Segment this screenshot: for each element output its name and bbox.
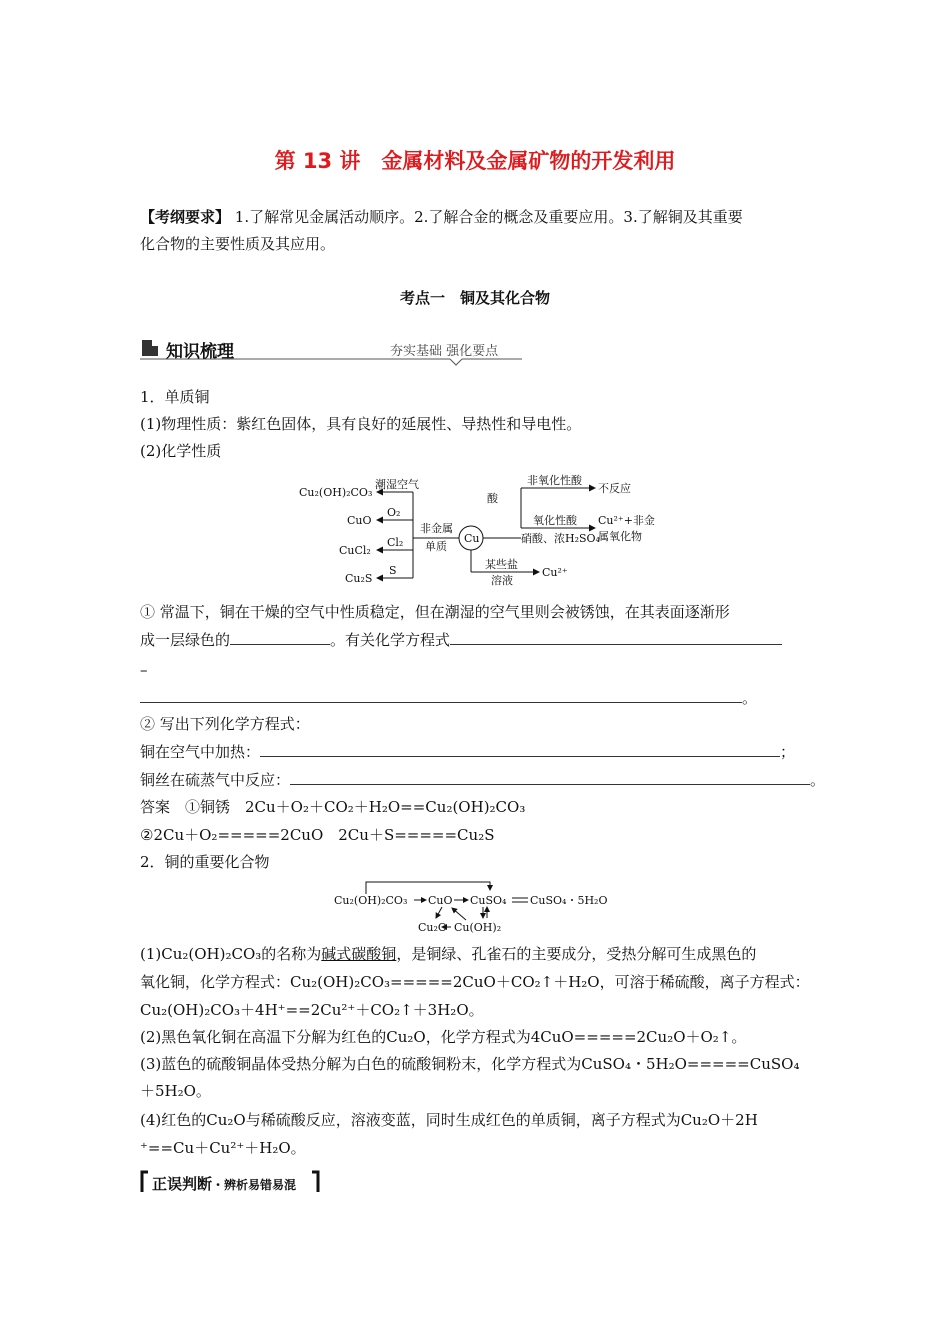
- compound-5: Cu₂O: [418, 921, 447, 934]
- s1-heading: 1．单质铜: [140, 388, 210, 406]
- knowledge-bar: [140, 336, 522, 366]
- section-title: 考点一 铜及其化合物: [399, 289, 550, 307]
- compound-2: CuO: [428, 894, 453, 907]
- judge-title-sub: ・辨析易错易混: [212, 1178, 297, 1192]
- salt-top: 某些盐: [485, 558, 518, 571]
- judge-title: [152, 1173, 296, 1194]
- q1-line1: ① 常温下，铜在干燥的空气中性质稳定，但在潮湿的空气里则会被锈蚀，在其表面逐渐形: [140, 603, 730, 621]
- left-product-3: CuCl₂: [339, 544, 371, 557]
- ox-acid-label: 氧化性酸: [533, 514, 577, 527]
- requirements-line1: [140, 207, 743, 227]
- page-title: 第 13 讲 金属材料及金属矿物的开发利用: [274, 149, 676, 173]
- p1-line1: [140, 944, 756, 964]
- ox-acid-sub: 硝酸、浓H₂SO₄: [521, 532, 600, 545]
- p1-line1b: ，是铜绿、孔雀石的主要成分，受热分解可生成黑色的: [396, 945, 757, 963]
- compound-6: Cu(OH)₂: [454, 921, 502, 934]
- requirements-line2: 化合物的主要性质及其应用。: [140, 235, 336, 253]
- compound-1: Cu₂(OH)₂CO₃: [334, 894, 408, 907]
- q2-heading: ② 写出下列化学方程式：: [140, 715, 310, 733]
- q2-b-blank[interactable]: [290, 770, 810, 785]
- s1-chemical: (2)化学性质: [140, 442, 222, 460]
- ox-product-2: 属氧化物: [598, 530, 642, 543]
- p3-line1: (3)蓝色的硫酸铜晶体受热分解为白色的硫酸铜粉末，化学方程式为CuSO₄・5H₂O=====CuSO₄: [140, 1055, 800, 1073]
- p1-line2: 氧化铜，化学方程式：Cu₂(OH)₂CO₃=====2CuO＋CO₂↑＋H₂O，可溶于稀硫酸，离子方程式：: [140, 973, 810, 991]
- p4-line1: (4)红色的Cu₂O与稀硫酸反应，溶液变蓝，同时生成红色的单质铜，离子方程式为Cu₂O＋2H: [140, 1111, 758, 1129]
- answer-line2: ②2Cu＋O₂=====2CuO 2Cu＋S=====Cu₂S: [140, 826, 495, 844]
- q1-line2: [140, 630, 782, 650]
- nonox-acid-label: 非氧化性酸: [527, 474, 582, 487]
- judge-bracket-left: [140, 1170, 150, 1194]
- p3-line2: ＋5H₂O。: [140, 1082, 211, 1100]
- q1-blank-2[interactable]: [450, 630, 782, 645]
- left-product-2: CuO: [347, 514, 372, 527]
- knowledge-bar-title: 知识梳理: [166, 342, 234, 362]
- left-cond-4: S: [389, 564, 397, 577]
- q1-blank-1[interactable]: [230, 630, 330, 645]
- salt-product: Cu²⁺: [542, 566, 568, 579]
- p1-underlined-name: 碱式碳酸铜: [321, 945, 397, 963]
- p1-line1a: (1)Cu₂(OH)₂CO₃的名称为: [140, 945, 322, 963]
- s1-physical: (1)物理性质：紫红色固体，具有良好的延展性、导热性和导电性。: [140, 415, 582, 433]
- judge-bracket-right: [310, 1170, 320, 1194]
- p2-line: (2)黑色氧化铜在高温下分解为红色的Cu₂O，化学方程式为4CuO=====2Cu₂O＋O₂↑。: [140, 1028, 747, 1046]
- cu-reaction-diagram: [295, 470, 665, 590]
- knowledge-bar-subtitle: 夯实基础 强化要点: [390, 344, 499, 359]
- q2-a-label: 铜在空气中加热：: [140, 743, 261, 761]
- requirements-text1: 1.了解常见金属活动顺序。2.了解合金的概念及重要应用。3.了解铜及其重要: [234, 208, 743, 226]
- q1-blank-3[interactable]: [140, 688, 742, 703]
- left-product-1: Cu₂(OH)₂CO₃: [299, 486, 373, 499]
- q1-line2a: 成一层绿色的: [140, 631, 231, 649]
- q2-a: [140, 742, 795, 762]
- q2-b: [140, 770, 825, 790]
- q2-a-end: ；: [780, 743, 796, 761]
- left-cond-3: Cl₂: [387, 536, 404, 549]
- compound-4: CuSO₄・5H₂O: [530, 894, 608, 907]
- q1-end: 。: [742, 689, 758, 707]
- acid-label: 酸: [487, 492, 498, 505]
- p1-line3: Cu₂(OH)₂CO₃＋4H⁺==2Cu²⁺＋CO₂↑＋3H₂O。: [140, 1001, 484, 1019]
- salt-bottom: 溶液: [491, 574, 513, 587]
- cu-label: Cu: [464, 532, 480, 545]
- cu-compounds-diagram: [330, 876, 630, 936]
- s2-heading: 2．铜的重要化合物: [140, 853, 270, 871]
- no-reaction-label: 不反应: [598, 482, 631, 495]
- p4-line2: ⁺==Cu＋Cu²⁺＋H₂O。: [140, 1139, 306, 1157]
- left-cond-1: 潮湿空气: [375, 478, 419, 491]
- ox-product-1: Cu²⁺+非金: [598, 514, 655, 527]
- answer-line1: 答案 ①铜锈 2Cu＋O₂＋CO₂＋H₂O==Cu₂(OH)₂CO₃: [140, 798, 526, 816]
- left-product-4: Cu₂S: [345, 572, 373, 585]
- q1-line2b: 。有关化学方程式: [330, 631, 451, 649]
- nonmetal-label-1: 非金属: [420, 522, 453, 535]
- q2-b-label: 铜丝在硫蒸气中反应：: [140, 771, 291, 789]
- judge-title-main: 正误判断: [152, 1175, 213, 1193]
- q2-a-blank[interactable]: [260, 742, 780, 757]
- q1-dash: –: [140, 661, 148, 679]
- left-cond-2: O₂: [387, 506, 401, 519]
- q2-b-end: 。: [810, 771, 826, 789]
- requirements-label: 【考纲要求】: [140, 208, 231, 226]
- q1-line3: [140, 688, 757, 708]
- compound-3: CuSO₄: [470, 894, 507, 907]
- nonmetal-label-2: 单质: [425, 540, 447, 553]
